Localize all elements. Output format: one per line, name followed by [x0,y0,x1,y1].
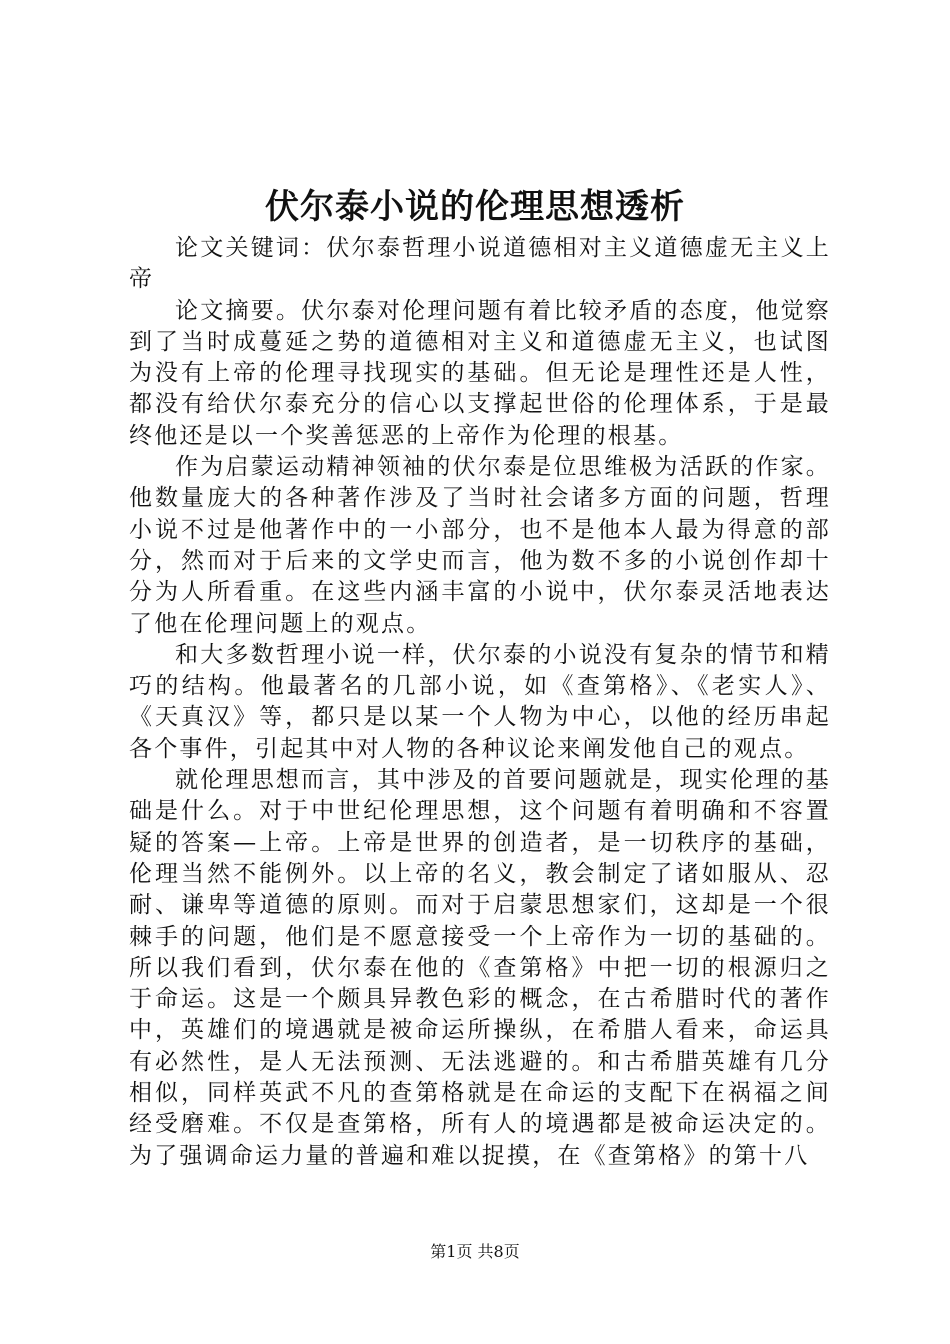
body-paragraph: 作为启蒙运动精神领袖的伏尔泰是位思维极为活跃的作家。他数量庞大的各种著作涉及了当时社会诸多方面的问题，哲理小说不过是他著作中的一小部分，也不是他本人最为得意的部分，然而对于后来的文学史而言，他为数不多的小说创作却十分为人所看重。在这些内涵丰富的小说中，伏尔泰灵活地表达了他在伦理问题上的观点。 [129,454,831,637]
body-paragraph: 和大多数哲理小说一样，伏尔泰的小说没有复杂的情节和精巧的结构。他最著名的几部小说，如《查第格》、《老实人》、《天真汉》等，都只是以某一个人物为中心，以他的经历串起各个事件，引起其中对人物的各种议论来阐发他自己的观点。 [129,641,831,762]
abstract-paragraph: 论文摘要。伏尔泰对伦理问题有着比较矛盾的态度，他觉察到了当时成蔓延之势的道德相对主义和道德虚无主义，也试图为没有上帝的伦理寻找现实的基础。但无论是理性还是人性，都没有给伏尔泰充分的信心以支撑起世俗的伦理体系，于是最终他还是以一个奖善惩恶的上帝作为伦理的根基。 [129,297,831,449]
keywords-paragraph: 论文关键词：伏尔泰哲理小说道德相对主义道德虚无主义上帝 [129,235,831,293]
document-title: 伏尔泰小说的伦理思想透析 [265,187,685,227]
body-paragraph: 就伦理思想而言，其中涉及的首要问题就是，现实伦理的基础是什么。对于中世纪伦理思想，这个问题有着明确和不容置疑的答案—上帝。上帝是世界的创造者，是一切秩序的基础，伦理当然不能例外。以上帝的名义，教会制定了诸如服从、忍耐、谦卑等道德的原则。而对于启蒙思想家们，这却是一个很棘手的问题，他们是不愿意接受一个上帝作为一切的基础的。所以我们看到，伏尔泰在他的《查第格》中把一切的根源归之于命运。这是一个颇具异教色彩的概念，在古希腊时代的著作中，英雄们的境遇就是被命运所操纵，在希腊人看来，命运具有必然性，是人无法预测、无法逃避的。和古希腊英雄有几分相似，同样英武不凡的查第格就是在命运的支配下在祸福之间经受磨难。不仅是查第格，所有人的境遇都是被命运决定的。为了强调命运力量的普遍和难以捉摸，在《查第格》的第十八 [129,767,831,1169]
page-number-footer: 第1页 共8页 [430,1242,520,1261]
document-body [129,233,831,1172]
